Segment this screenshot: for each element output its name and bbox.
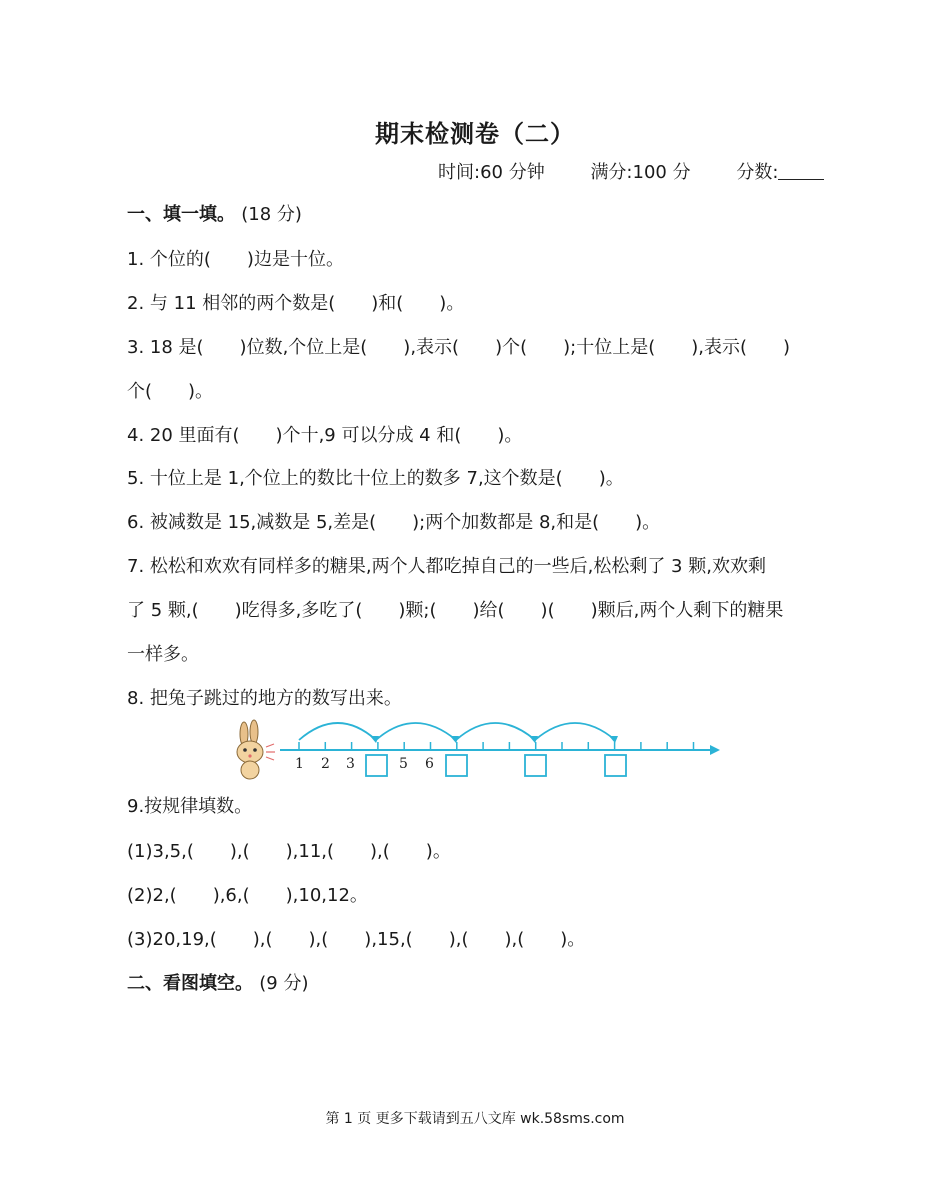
number-line-figure (230, 712, 730, 782)
question-7-line-2: 了 5 颗,( )吃得多,多吃了( )颗;( )给( )( )颗后,两个人剩下的糖果 (127, 600, 784, 621)
question-8: 8. 把兔子跳过的地方的数写出来。 (127, 688, 402, 709)
question-7-line-1: 7. 松松和欢欢有同样多的糖果,两个人都吃掉自己的一些后,松松剩了 3 颗,欢欢剩 (127, 556, 766, 577)
answer-box-1 (366, 755, 387, 776)
page-title: 期末检测卷（二） (375, 120, 575, 148)
question-5: 5. 十位上是 1,个位上的数比十位上的数多 7,这个数是( )。 (127, 468, 624, 489)
question-9-part-1: (1)3,5,( ),( ),11,( ),( )。 (127, 841, 451, 862)
tick-label-3: 3 (346, 756, 355, 772)
jump-arc-2 (376, 723, 456, 740)
question-9-part-2: (2)2,( ),6,( ),10,12。 (127, 885, 368, 906)
tick-label-1: 1 (295, 756, 304, 772)
jump-arrows (299, 723, 618, 743)
jump-arc-3 (456, 723, 535, 740)
question-2: 2. 与 11 相邻的两个数是( )和( )。 (127, 293, 465, 314)
section-1-heading: 一、填一填。 (18 分) (127, 204, 302, 225)
question-3-line-2: 个( )。 (127, 381, 214, 402)
question-4: 4. 20 里面有( )个十,9 可以分成 4 和( )。 (127, 425, 523, 446)
tick-labels (295, 756, 434, 772)
page-footer: 第 1 页 更多下载请到五八文库 wk.58sms.com (325, 1111, 625, 1127)
tick-label-5: 5 (399, 756, 408, 772)
score-label: 分数: (736, 162, 864, 183)
score-blank (778, 161, 824, 180)
question-7-line-3: 一样多。 (127, 644, 199, 665)
question-3-line-1: 3. 18 是( )位数,个位上是( ),表示( )个( );十位上是( ),表示( ) (127, 337, 791, 358)
answer-box-3 (525, 755, 546, 776)
question-6: 6. 被减数是 15,减数是 5,差是( );两个加数都是 8,和是( )。 (127, 512, 661, 533)
tick-label-2: 2 (321, 756, 330, 772)
jump-arc-4 (535, 723, 615, 740)
full-score: 满分:100 分 (590, 162, 691, 183)
exam-meta (438, 158, 904, 184)
answer-box-4 (605, 755, 626, 776)
rabbit-icon (237, 720, 275, 779)
number-line-ticks (299, 742, 694, 750)
time-limit: 时间:60 分钟 (438, 162, 545, 183)
question-9: 9.按规律填数。 (127, 796, 253, 817)
number-line-axis (280, 745, 720, 755)
section-2-heading: 二、看图填空。 (9 分) (127, 973, 309, 994)
jump-arc-1 (299, 723, 376, 740)
answer-box-2 (446, 755, 467, 776)
tick-label-6: 6 (425, 756, 434, 772)
question-1: 1. 个位的( )边是十位。 (127, 249, 344, 270)
question-9-part-3: (3)20,19,( ),( ),( ),15,( ),( ),( )。 (127, 929, 586, 950)
